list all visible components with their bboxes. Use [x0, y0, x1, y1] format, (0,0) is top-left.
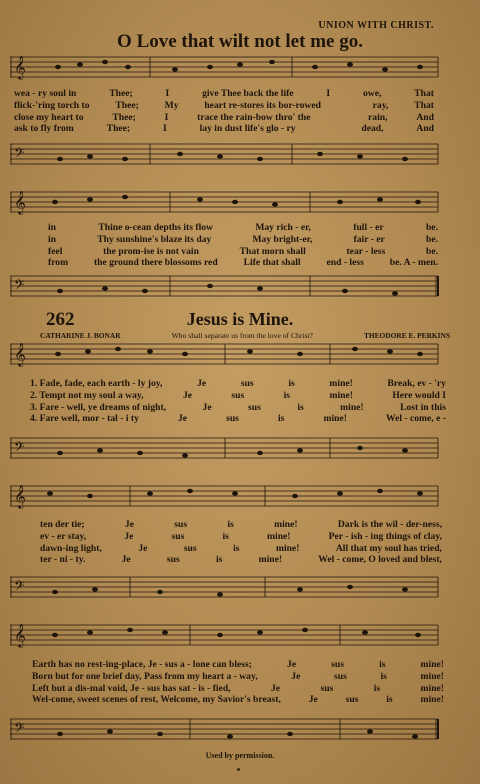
lyric-line: Born but for one brief day, Pass from my heart a - way, Je sus is mine!	[32, 670, 444, 682]
svg-text:𝄢: 𝄢	[14, 720, 25, 739]
scripture-epigraph: Who shall separate us from the love of Christ?	[171, 331, 313, 340]
lyric-line: close my heart to Thee; I trace the rain-bow thro' the rain, And	[14, 111, 434, 123]
music-staff	[10, 715, 440, 747]
svg-text:𝄞: 𝄞	[14, 484, 26, 508]
lyrics-block	[40, 519, 442, 566]
hymn-number: 262	[46, 309, 75, 330]
staff-lines	[10, 715, 440, 747]
staff-lines	[10, 53, 440, 83]
music-staff	[10, 272, 440, 302]
music-staff	[10, 573, 440, 603]
staff-lines	[10, 272, 440, 302]
lyrics-block	[14, 88, 434, 135]
svg-text:𝄢: 𝄢	[14, 439, 25, 458]
music-staff	[10, 621, 440, 651]
staff-lines	[10, 188, 440, 218]
music-staff	[10, 340, 440, 370]
music-staff	[10, 138, 440, 170]
lyrics-block	[30, 378, 446, 425]
lyric-line: flick-'ring torch to Thee; My heart re-stores its bor-rowed ray, That	[14, 99, 434, 111]
lyric-line: Left but a dis-mal void, Je - sus has sat - is - fied, Je sus is mine!	[32, 682, 444, 694]
lyric-line: dawn-ing light, Je sus is mine! All that my soul has tried,	[40, 542, 442, 554]
lyric-line: in Thine o-cean depths its flow May rich - er, full - er be.	[48, 222, 438, 233]
hymn-credits	[40, 331, 450, 340]
staff-lines	[10, 573, 440, 603]
lyrics-block	[48, 222, 438, 269]
lyric-line: wea - ry soul in Thee; I give Thee back the life I owe, That	[14, 88, 434, 99]
hymn-title-o-love: O Love that wilt not let me go.	[117, 31, 363, 52]
music-staff	[10, 434, 440, 464]
svg-text:𝄢: 𝄢	[14, 277, 25, 296]
lyric-line: 1. Fade, fade, each earth - ly joy, Je sus is mine! Break, ev - 'ry	[30, 378, 446, 389]
lyric-line: in Thy sunshine's blaze its day May bright-er, fair - er be.	[48, 233, 438, 245]
svg-text:𝄞: 𝄞	[14, 190, 26, 214]
lyric-line: 2. Tempt not my soul a way, Je sus is mine! Here would I	[30, 389, 446, 401]
lyric-line: Wel-come, sweet scenes of rest, Welcome, my Savior's breast, Je sus is mine!	[32, 694, 444, 706]
svg-text:𝄢: 𝄢	[14, 145, 25, 164]
lyric-line: 3. Fare - well, ye dreams of night, Je sus is mine! Lost in this	[30, 401, 446, 413]
lyric-line: ask to fly from Thee; I lay in dust life's glo - ry dead, And	[14, 123, 434, 135]
staff-lines	[10, 434, 440, 464]
hymn-title-jesus-is-mine: Jesus is Mine.	[186, 309, 294, 329]
staff-lines	[10, 340, 440, 370]
staff-lines	[10, 482, 440, 512]
lyrics-block	[32, 659, 444, 706]
music-staff	[10, 53, 440, 83]
svg-text:𝄢: 𝄢	[14, 578, 25, 597]
author-credit: CATHARINE J. BONAR	[40, 331, 121, 340]
lyric-line: ter - ni - ty. Je sus is mine! Wel - come, O loved and blest,	[40, 554, 442, 566]
music-staff	[10, 482, 440, 512]
lyric-line: feel the prom-ise is not vain That morn shall tear - less be.	[48, 245, 438, 257]
permission-note: Used by permission.	[205, 751, 275, 760]
staff-lines	[10, 138, 440, 170]
lyric-line: 4. Fare well, mor - tal - i ty Je sus is mine! Wel - come, e -	[30, 413, 446, 425]
svg-text:𝄞: 𝄞	[14, 623, 26, 647]
lyric-line: ten der tie; Je sus is mine! Dark is the wil - der-ness,	[40, 519, 442, 530]
running-head: UNION WITH CHRIST.	[318, 20, 434, 31]
lyric-line: ev - er stay, Je sus is mine! Per - ish - ing things of clay,	[40, 530, 442, 542]
lyric-line: from the ground there blossoms red Life that shall end - less be. A - men.	[48, 257, 438, 269]
svg-text:𝄞: 𝄞	[14, 342, 26, 366]
page-mark	[237, 768, 240, 771]
music-staff	[10, 188, 440, 218]
staff-lines	[10, 621, 440, 651]
svg-text:𝄞: 𝄞	[14, 55, 26, 79]
composer-credit: THEODORE E. PERKINS	[363, 331, 450, 340]
lyric-line: Earth has no rest-ing-place, Je - sus a - lone can bless; Je sus is mine!	[32, 659, 444, 670]
